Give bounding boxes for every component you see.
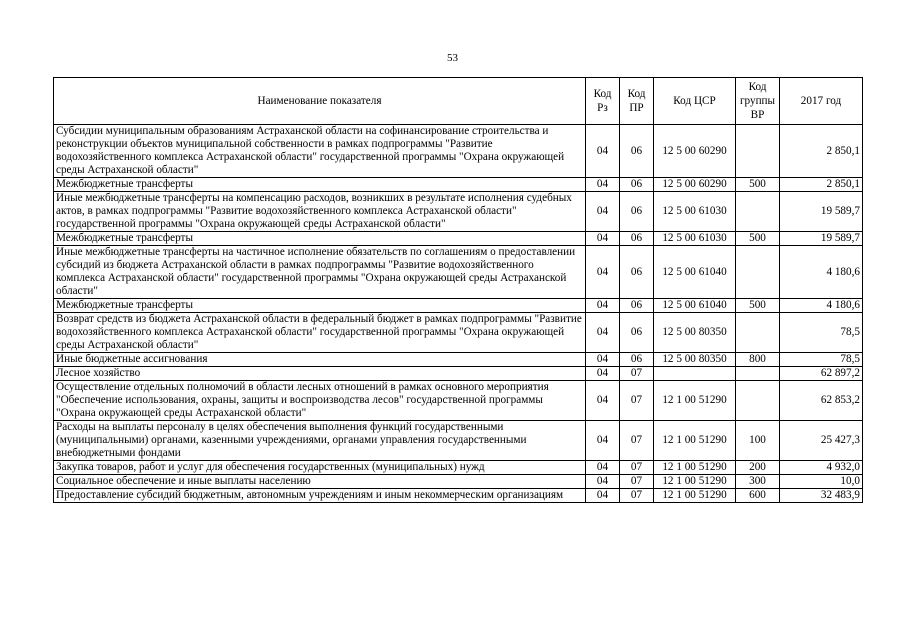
cell-csr: 12 5 00 61040 (654, 299, 736, 313)
cell-amount: 2 850,1 (780, 178, 863, 192)
cell-amount: 4 180,6 (780, 246, 863, 299)
table-row (54, 313, 863, 353)
cell-vr: 600 (736, 489, 780, 503)
cell-vr: 500 (736, 178, 780, 192)
table-row (54, 246, 863, 299)
cell-vr (736, 313, 780, 353)
cell-rz: 04 (586, 313, 620, 353)
table-row (54, 232, 863, 246)
cell-pr: 07 (620, 461, 654, 475)
header-rz: Код Рз (586, 78, 620, 125)
cell-rz: 04 (586, 246, 620, 299)
cell-csr: 12 1 00 51290 (654, 475, 736, 489)
cell-vr: 200 (736, 461, 780, 475)
cell-rz: 04 (586, 367, 620, 381)
page-number: 53 (447, 52, 458, 64)
cell-name: Иные бюджетные ассигнования (54, 353, 586, 367)
cell-pr: 06 (620, 125, 654, 178)
table-header-row (54, 78, 863, 125)
header-amount: 2017 год (780, 78, 863, 125)
cell-pr: 07 (620, 381, 654, 421)
cell-csr: 12 5 00 61030 (654, 232, 736, 246)
cell-csr: 12 1 00 51290 (654, 461, 736, 475)
cell-vr: 300 (736, 475, 780, 489)
cell-rz: 04 (586, 192, 620, 232)
cell-name: Расходы на выплаты персоналу в целях обеспечения выполнения функций государственными (муниципальными) органами, казенными учреждениями, органами управления государственными внебюджетными фондами (54, 421, 586, 461)
cell-name: Иные межбюджетные трансферты на частичное исполнение обязательств по соглашениям о предоставлении субсидий из бюджета Астраханской области в рамках подпрограммы "Развитие водохозяйственного комплекса Астраханской области" государственной программы "Охрана окружающей среды Астраханской области" (54, 246, 586, 299)
cell-rz: 04 (586, 381, 620, 421)
header-pr: Код ПР (620, 78, 654, 125)
cell-rz: 04 (586, 475, 620, 489)
cell-name: Иные межбюджетные трансферты на компенсацию расходов, возникших в результате исполнения судебных актов, в рамках подпрограммы "Развитие водохозяйственного комплекса Астраханской области" государственной программы "Охрана окружающей среды Астраханской области" (54, 192, 586, 232)
table-row (54, 381, 863, 421)
cell-rz: 04 (586, 461, 620, 475)
cell-name: Закупка товаров, работ и услуг для обеспечения государственных (муниципальных) нужд (54, 461, 586, 475)
cell-vr: 800 (736, 353, 780, 367)
cell-name: Субсидии муниципальным образованиям Астраханской области на софинансирование строительства и реконструкции объектов муниципальной собственности в рамках подпрограммы "Развитие водохозяйственного комплекса Астраханской области" государственной программы "Охрана окружающей среды Астраханской области" (54, 125, 586, 178)
cell-rz: 04 (586, 353, 620, 367)
cell-csr: 12 5 00 80350 (654, 353, 736, 367)
header-csr: Код ЦСР (654, 78, 736, 125)
cell-name: Социальное обеспечение и иные выплаты населению (54, 475, 586, 489)
cell-amount: 62 897,2 (780, 367, 863, 381)
cell-name: Осуществление отдельных полномочий в области лесных отношений в рамках основного мероприятия "Обеспечение использования, охраны, защиты и воспроизводства лесов" государственной программы "Охрана окружающей среды Астраханской области" (54, 381, 586, 421)
budget-table (53, 77, 863, 503)
cell-name: Лесное хозяйство (54, 367, 586, 381)
cell-pr: 06 (620, 299, 654, 313)
cell-pr: 06 (620, 353, 654, 367)
table-row (54, 125, 863, 178)
cell-csr: 12 1 00 51290 (654, 381, 736, 421)
cell-amount: 19 589,7 (780, 232, 863, 246)
table-row (54, 421, 863, 461)
cell-vr: 500 (736, 299, 780, 313)
cell-vr (736, 192, 780, 232)
header-vr: Код группы ВР (736, 78, 780, 125)
cell-csr: 12 5 00 61030 (654, 192, 736, 232)
cell-pr: 06 (620, 192, 654, 232)
table-row (54, 367, 863, 381)
cell-vr: 100 (736, 421, 780, 461)
cell-vr (736, 125, 780, 178)
table-row (54, 489, 863, 503)
cell-rz: 04 (586, 299, 620, 313)
header-name: Наименование показателя (54, 78, 586, 125)
table-row (54, 299, 863, 313)
cell-csr: 12 5 00 61040 (654, 246, 736, 299)
cell-csr: 12 1 00 51290 (654, 421, 736, 461)
cell-csr (654, 367, 736, 381)
cell-pr: 07 (620, 475, 654, 489)
cell-vr (736, 367, 780, 381)
cell-name: Предоставление субсидий бюджетным, автономным учреждениям и иным некоммерческим организациям (54, 489, 586, 503)
cell-rz: 04 (586, 232, 620, 246)
cell-pr: 06 (620, 178, 654, 192)
cell-amount: 25 427,3 (780, 421, 863, 461)
cell-rz: 04 (586, 125, 620, 178)
cell-pr: 06 (620, 246, 654, 299)
cell-amount: 4 180,6 (780, 299, 863, 313)
cell-amount: 10,0 (780, 475, 863, 489)
table-row (54, 192, 863, 232)
cell-name: Межбюджетные трансферты (54, 232, 586, 246)
cell-amount: 4 932,0 (780, 461, 863, 475)
cell-pr: 06 (620, 313, 654, 353)
cell-vr (736, 246, 780, 299)
table-row (54, 178, 863, 192)
cell-rz: 04 (586, 178, 620, 192)
cell-pr: 07 (620, 421, 654, 461)
cell-pr: 07 (620, 367, 654, 381)
table-body (54, 125, 863, 503)
table-row (54, 353, 863, 367)
table-row (54, 475, 863, 489)
cell-name: Межбюджетные трансферты (54, 178, 586, 192)
cell-amount: 78,5 (780, 313, 863, 353)
cell-csr: 12 5 00 60290 (654, 178, 736, 192)
cell-csr: 12 5 00 60290 (654, 125, 736, 178)
cell-vr (736, 381, 780, 421)
cell-amount: 2 850,1 (780, 125, 863, 178)
cell-amount: 19 589,7 (780, 192, 863, 232)
cell-pr: 06 (620, 232, 654, 246)
cell-pr: 07 (620, 489, 654, 503)
cell-rz: 04 (586, 489, 620, 503)
cell-rz: 04 (586, 421, 620, 461)
cell-name: Возврат средств из бюджета Астраханской области в федеральный бюджет в рамках подпрограммы "Развитие водохозяйственного комплекса Астраханской области" государственной программы "Охрана окружающей среды Астраханской области" (54, 313, 586, 353)
cell-csr: 12 1 00 51290 (654, 489, 736, 503)
cell-amount: 62 853,2 (780, 381, 863, 421)
cell-csr: 12 5 00 80350 (654, 313, 736, 353)
cell-amount: 78,5 (780, 353, 863, 367)
table-row (54, 461, 863, 475)
cell-name: Межбюджетные трансферты (54, 299, 586, 313)
cell-vr: 500 (736, 232, 780, 246)
cell-amount: 32 483,9 (780, 489, 863, 503)
